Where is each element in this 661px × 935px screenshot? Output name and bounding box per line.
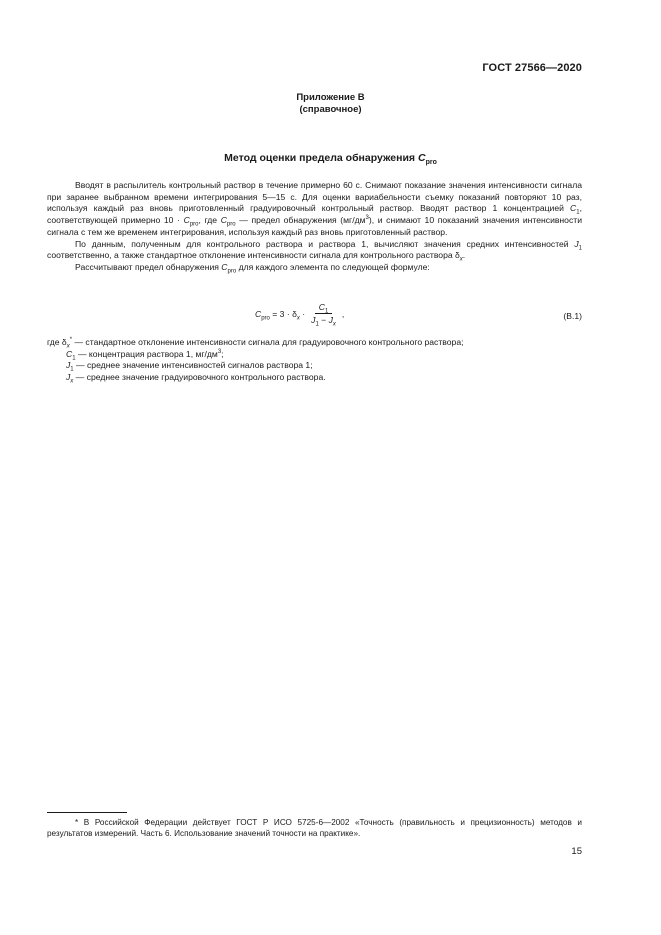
text: — концентрация раствора 1, мг/дм [75,348,218,359]
footnote-separator [47,812,127,813]
formula-delta-sub: x [296,315,300,322]
text: , где [198,215,221,226]
sub: x [66,343,70,350]
var: J [574,238,579,249]
variable-definitions [47,337,582,384]
equation-number: (В.1) [563,311,582,321]
formula-lhs-var: C [255,308,262,319]
paragraph-2 [47,239,582,262]
section-title-text: Метод оценки предела обнаружения [224,152,418,164]
text: — предел обнаружения (мг/дм [235,215,366,226]
formula-fraction [307,302,340,328]
definition-delta [47,337,582,349]
num-var: C [318,302,325,312]
var: J [66,360,71,371]
standard-number: ГОСТ 27566—2020 [482,62,582,74]
den-sub: 1 [315,321,319,328]
paragraph-3 [47,262,582,274]
var: C [221,261,228,272]
var: C [220,215,227,226]
sub: 1 [72,355,76,362]
den-minus: − [318,315,329,325]
footnote-marker: * [69,337,73,344]
definition-j1 [47,360,582,372]
section-title-var: C [417,152,426,164]
text: Рассчитывают предел обнаружения [75,261,222,272]
text: Вводят в распылитель контрольный раствор в течение примерно 60 с. Снимают показание значения интенсивности сигнала при заранее выбранном времени интегрирования 5—15 с. Для оценки вариабельности съемку показаний повторяют 10 раз, используя каждый раз вновь приготовленный градуировочный контрольный раствор. Вводят раствор 1 концентрацией [47,180,582,214]
text: — среднее значение интенсивностей сигналов раствора 1; [73,360,313,371]
formula-b1 [47,298,582,334]
section-title [0,152,661,167]
annex-heading [0,92,661,116]
sub: pro [226,221,236,228]
formula-denominator [307,314,340,328]
den-sub: x [332,321,336,328]
sub: pro [227,268,237,275]
den-var: J [311,315,316,325]
where-intro: где δ [47,337,67,347]
text: . [462,250,466,261]
definition-jx [47,372,582,384]
page-number: 15 [571,846,582,857]
annex-title: Приложение В [296,92,365,103]
footnote-text: * В Российской Федерации действует ГОСТ Р ИСО 5725-6—2002 «Точность (правильность и прецизионность) методов и результатов измерений. Часть 6. Использование значений точности на практике». [47,818,582,839]
sup: 3 [365,215,369,222]
var: C [570,203,577,214]
formula-dot: · [299,308,306,319]
text: ), и снимают 10 показаний значения интенсивности сигнала с тем же временем интегрирования, используя каждый раз вновь приготовленный раствор. [47,215,582,237]
text: соответственно, а также стандартное отклонение интенсивности сигнала для контрольного раствора δ [47,250,460,261]
text: — стандартное отклонение интенсивности сигнала для градуировочного контрольного раствора; [72,337,464,347]
formula-expression [255,302,345,328]
section-title-sub: pro [425,159,437,167]
formula-lhs-sub: pro [261,315,270,322]
num-sub: 1 [324,308,329,315]
text: , соответствующей примерно 10 · [47,203,582,226]
sub: 1 [578,245,582,252]
text: для каждого элемента по следующей формуле: [236,261,430,272]
footnote [47,817,582,839]
text: ; [221,348,224,359]
var: C [183,215,190,226]
sub: x [459,256,463,263]
formula-eq: = 3 · δ [269,308,297,319]
text: По данным, полученным для контрольного раствора и раствора 1, вычисляют значения средних интенсивностей [75,238,575,249]
sub: 1 [576,210,580,217]
formula-comma: , [341,308,345,319]
sub: x [70,378,74,385]
text: — среднее значение градуировочного контрольного раствора. [73,372,326,383]
sup: 3 [217,348,222,355]
formula-numerator [315,302,333,314]
definition-c1 [47,349,582,361]
sub: pro [189,221,199,228]
den-var: J [328,315,333,325]
body-text [47,180,582,274]
var: J [66,372,71,383]
paragraph-1 [47,180,582,239]
annex-status: (справочное) [299,104,362,115]
sub: 1 [70,367,74,374]
var: C [66,348,73,359]
